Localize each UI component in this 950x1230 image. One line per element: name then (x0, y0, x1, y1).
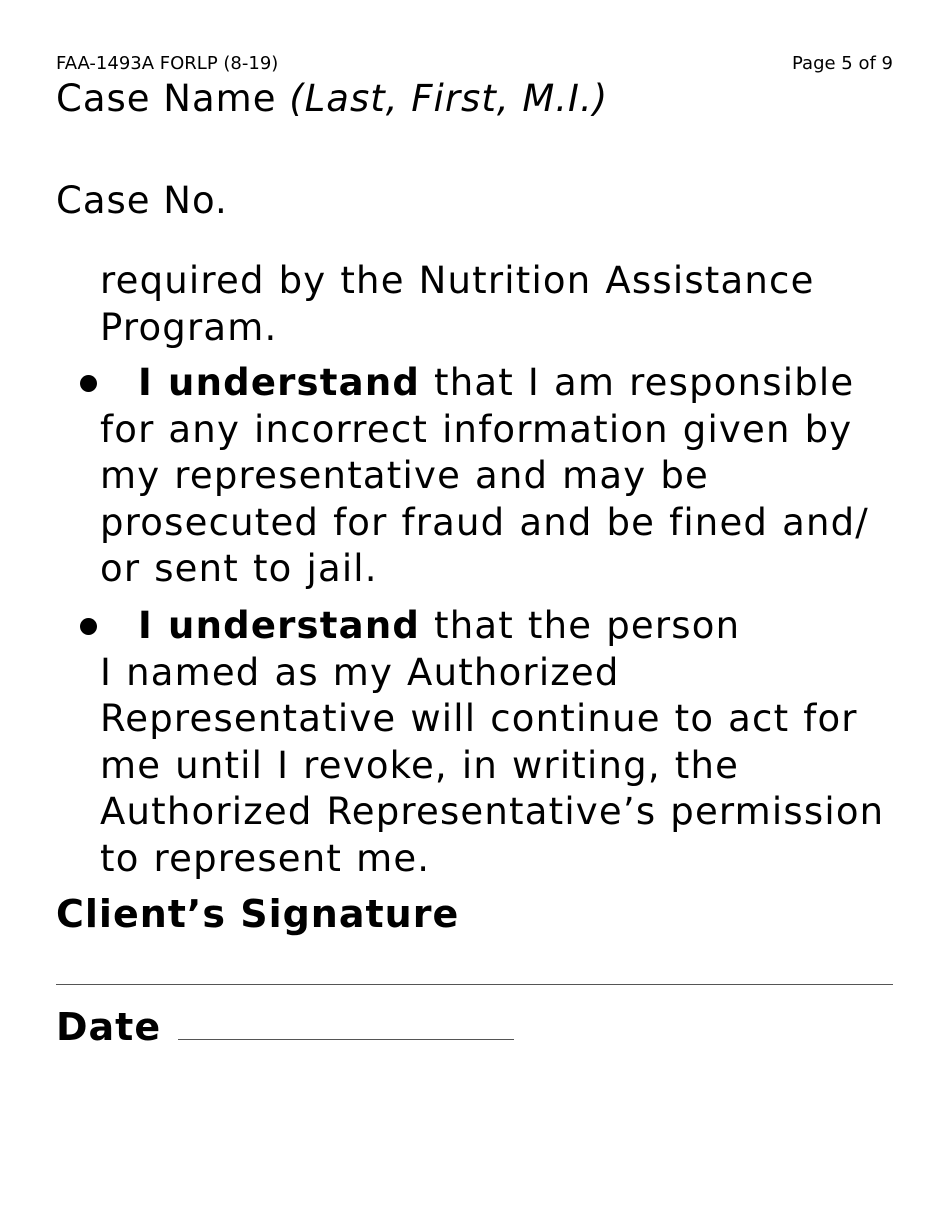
date-field[interactable] (178, 1039, 514, 1040)
client-signature-label: Client’s Signature (56, 892, 460, 936)
bullet-icon (80, 375, 97, 392)
form-id: FAA-1493A FORLP (8-19) (56, 53, 279, 74)
date-label: Date (56, 1005, 162, 1049)
bullet-first-line-rest: that the person (420, 604, 741, 647)
bullet-first-line (100, 603, 905, 650)
bullet-first-line (100, 360, 905, 407)
case-name-label (56, 76, 608, 122)
bullet-item-representative (100, 603, 905, 882)
case-name-hint: (Last, First, M.I.) (289, 77, 609, 120)
bullet-icon (80, 618, 97, 635)
client-signature-field[interactable] (56, 984, 893, 985)
bullet-text: I named as my Authorized Representative will continue to act for me until I revoke, in writing, the Authorized Representative’s permission to represent me. (100, 650, 885, 880)
case-number-label: Case No. (56, 179, 228, 222)
continued-paragraph: required by the Nutrition Assistance Program. (100, 259, 815, 349)
page-number: Page 5 of 9 (792, 53, 893, 74)
bullet-lead: I understand (138, 604, 421, 647)
case-name-text: Case Name (56, 77, 277, 120)
bullet-lead: I understand (138, 361, 421, 404)
bullet-item-responsibility (100, 360, 905, 593)
bullet-first-line-rest: that I am responsible (420, 361, 855, 404)
bullet-text: for any incorrect information given by my representative and may be prosecuted for fraud and be fined and/ or sent to jail. (100, 407, 869, 590)
